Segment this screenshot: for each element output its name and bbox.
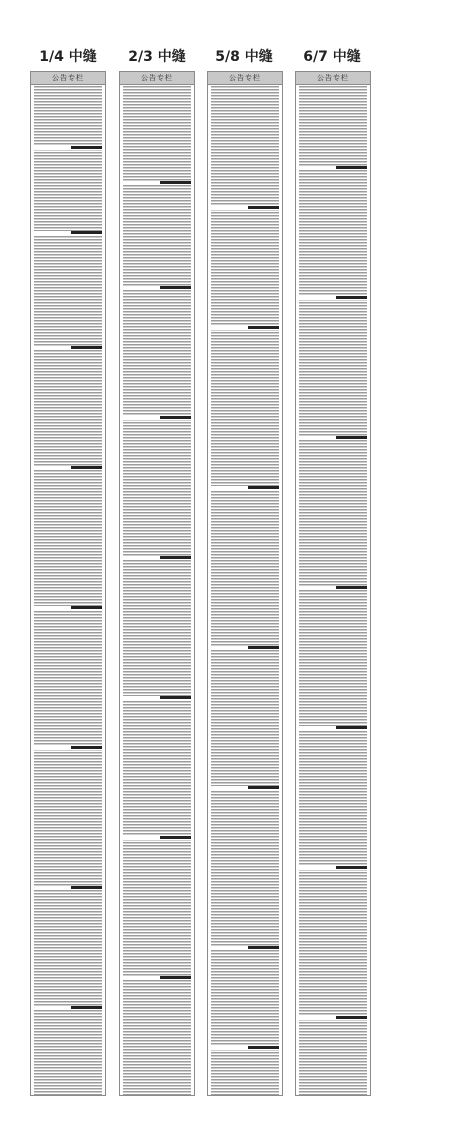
dense-text-placeholder (34, 86, 102, 1095)
column-label-2-3: 2/3 中缝 (128, 49, 186, 65)
dense-text-placeholder (299, 86, 367, 1095)
notice-text-block (299, 86, 367, 1095)
notice-column-2-3 (119, 71, 195, 1096)
column-header: 公告专栏 (31, 72, 105, 85)
dense-text-placeholder (211, 86, 279, 1095)
column-header: 公告专栏 (120, 72, 194, 85)
column-header: 公告专栏 (208, 72, 282, 85)
column-label-1-4: 1/4 中缝 (39, 49, 97, 65)
notice-column-1-4 (30, 71, 106, 1096)
dense-text-placeholder (123, 86, 191, 1095)
column-label-6-7: 6/7 中缝 (303, 49, 361, 65)
column-header: 公告专栏 (296, 72, 370, 85)
notice-column-6-7 (295, 71, 371, 1096)
column-label-5-8: 5/8 中缝 (215, 49, 273, 65)
notice-text-block (211, 86, 279, 1095)
notice-column-5-8 (207, 71, 283, 1096)
notice-text-block (34, 86, 102, 1095)
notice-text-block (123, 86, 191, 1095)
